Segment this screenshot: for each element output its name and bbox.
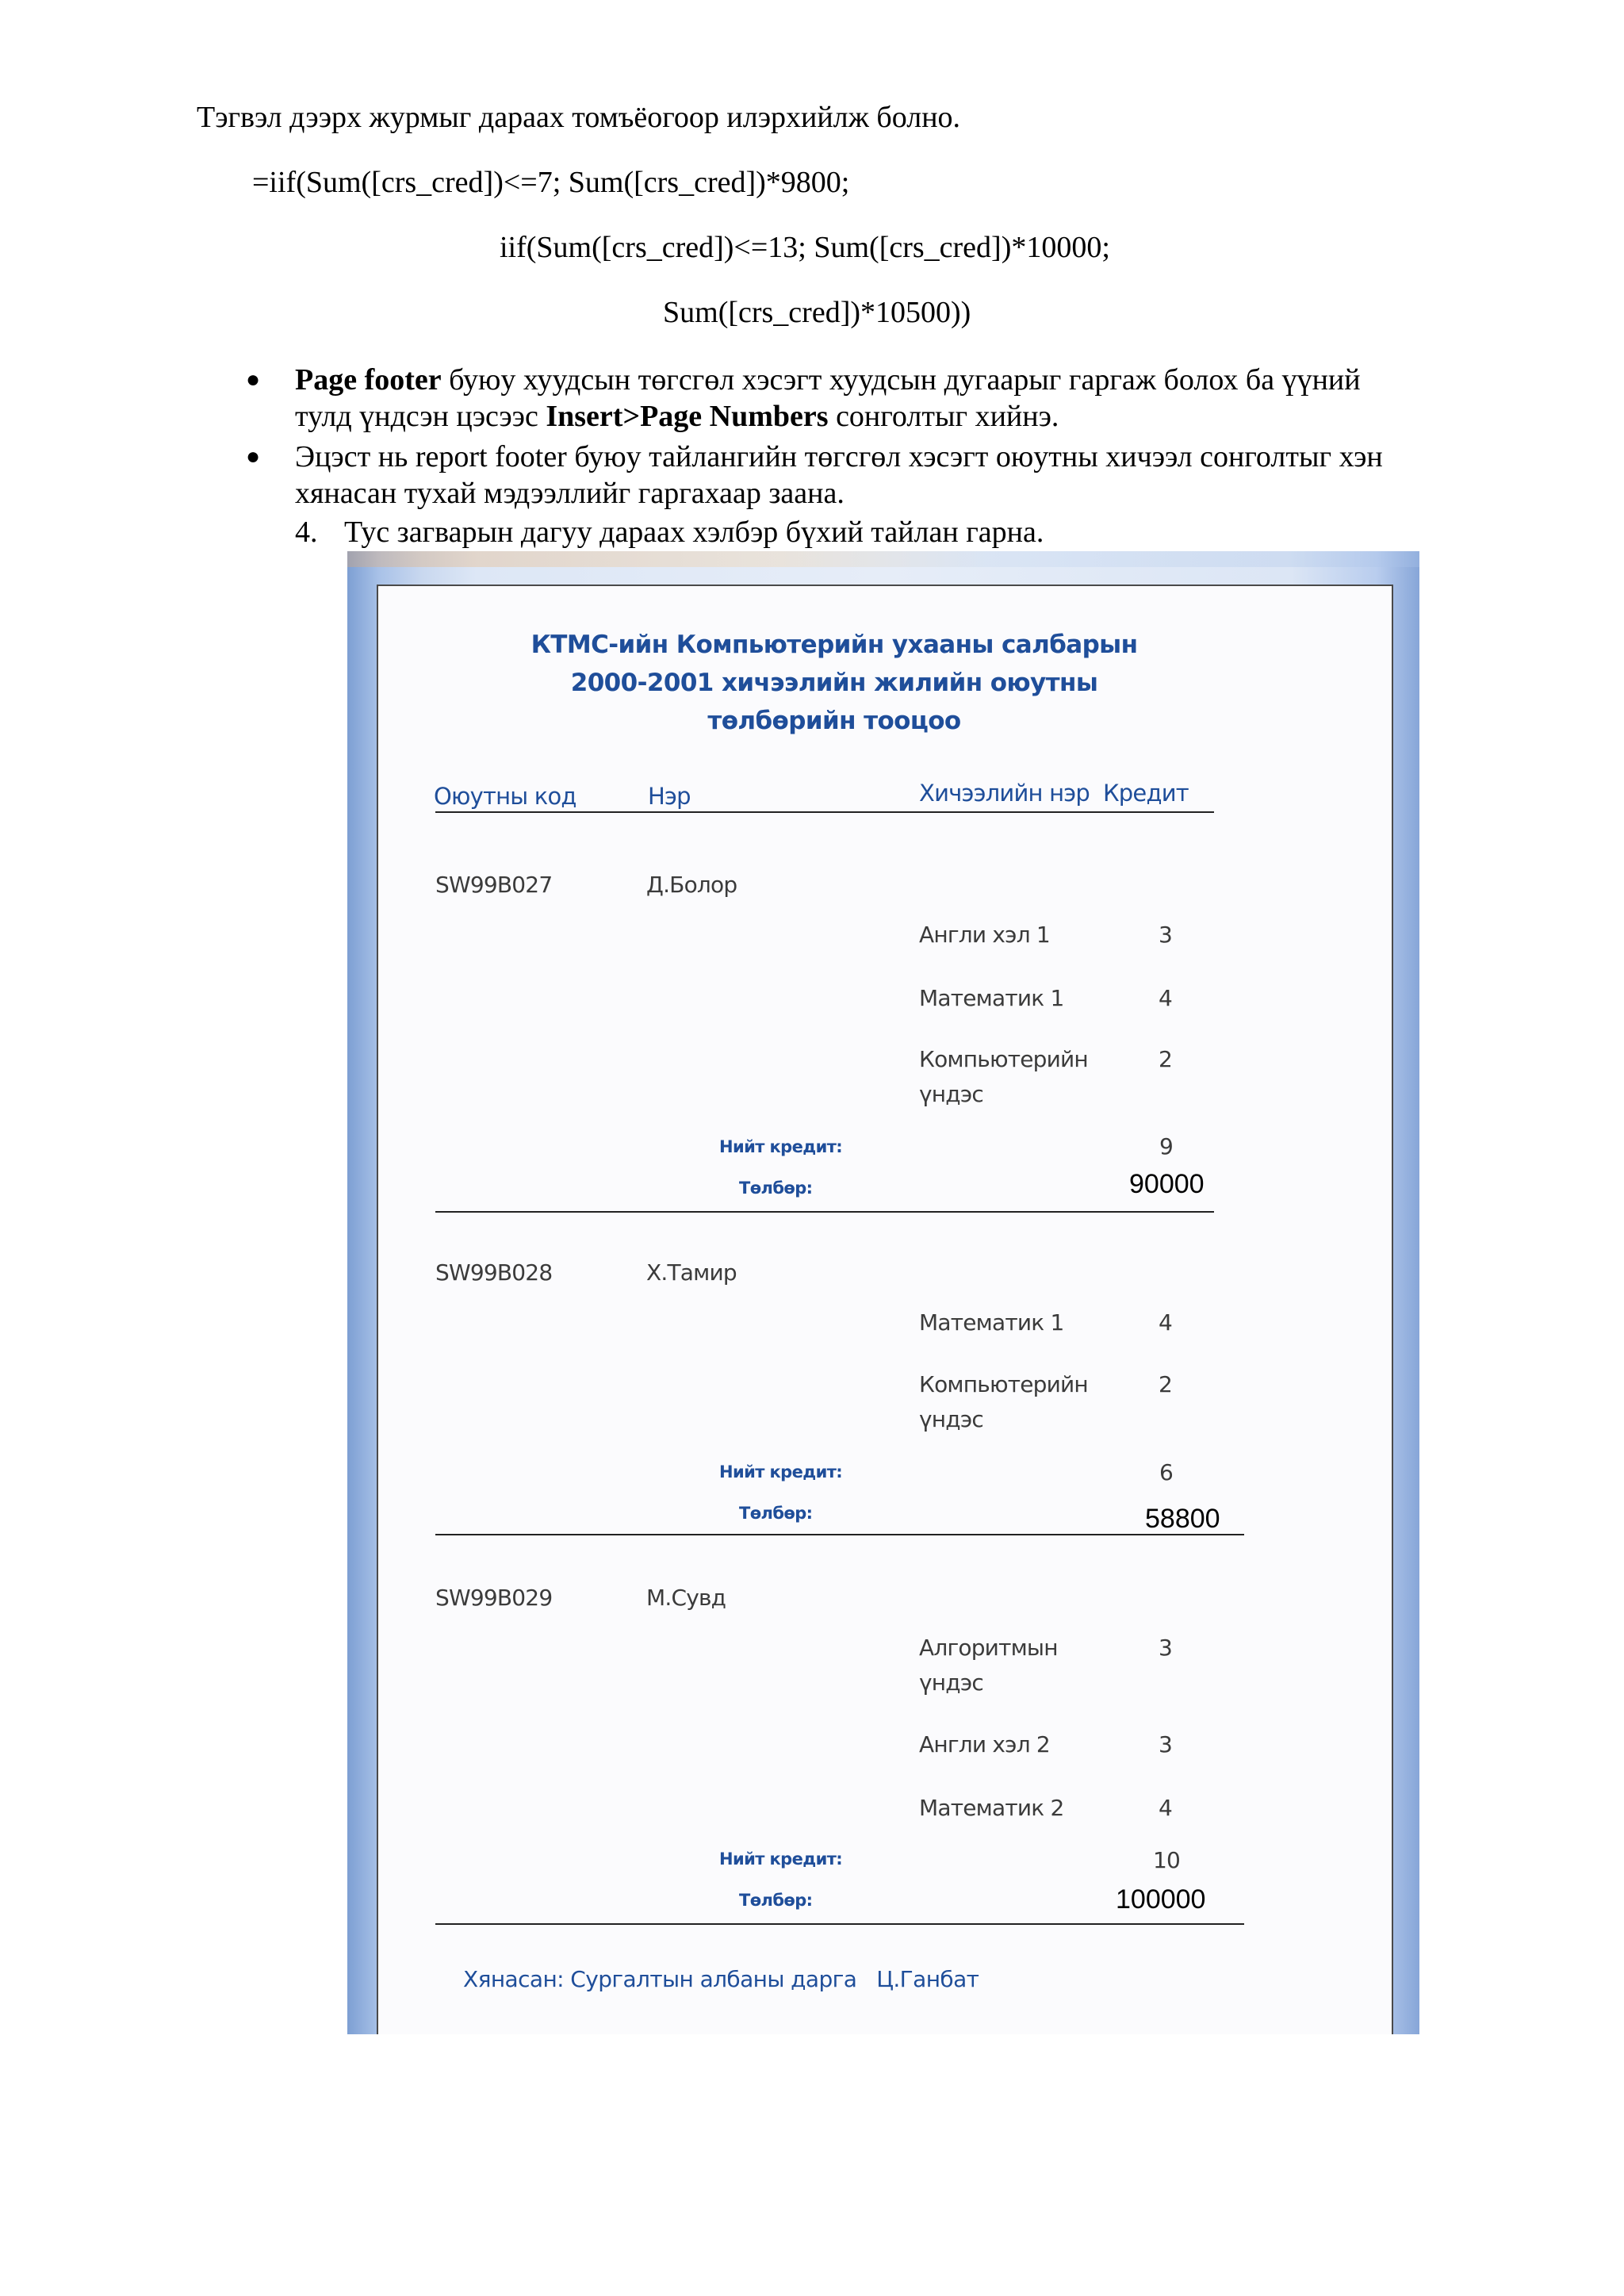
intro-text: Тэгвэл дээрх журмыг дараах томъёогоор илэрхийлж болно. xyxy=(197,101,961,134)
payment-label: Төлбөр: xyxy=(739,1504,813,1523)
total-credit-label: Нийт кредит: xyxy=(719,1462,843,1481)
bullet-2-line-1: Эцэст нь report footer буюу тайлангийн төгсгөл хэсэгт оюутны хичээл сонголтыг хэн xyxy=(295,440,1383,473)
header-name: Нэр xyxy=(648,783,691,810)
student-separator xyxy=(435,1534,1244,1535)
course-credit: 3 xyxy=(1159,1731,1173,1757)
formula-line-3: Sum([crs_cred])*10500)) xyxy=(663,296,971,329)
total-credit-value: 10 xyxy=(1153,1847,1181,1873)
bullet-1-text-3: сонголтыг хийнэ. xyxy=(828,400,1059,433)
bullet-dot-2: ● xyxy=(246,443,261,470)
total-credit-value: 9 xyxy=(1159,1133,1174,1159)
formula-line-1: =iif(Sum([crs_cred])<=7; Sum([crs_cred])*9800; xyxy=(252,166,850,199)
course-credit: 4 xyxy=(1159,1309,1173,1336)
course-name: Компьютерийн үндэс xyxy=(919,1371,1088,1432)
step-number: 4. xyxy=(295,516,318,549)
bullet-1-bold-term: Page footer xyxy=(295,363,442,397)
course-name: Компьютерийн үндэс xyxy=(919,1046,1088,1107)
course-name: Англи хэл 2 xyxy=(919,1731,1050,1757)
payment-value: 100000 xyxy=(1116,1884,1206,1915)
payment-value: 90000 xyxy=(1129,1169,1205,1199)
report-title: КТМС-ийн Компьютерийн ухааны салбарын 2000-2001 хичээлийн жилийн оюутны төлбөрийн тооцоо xyxy=(530,631,1138,735)
step-text: Тус загварын дагуу дараах хэлбэр бүхий тайлан гарна. xyxy=(344,516,1044,549)
student-separator xyxy=(435,1923,1244,1925)
course-credit: 4 xyxy=(1159,985,1173,1011)
course-credit: 2 xyxy=(1159,1371,1173,1397)
course-name: Англи хэл 1 xyxy=(919,922,1050,948)
formula-line-2: iif(Sum([crs_cred])<=13; Sum([crs_cred])*10000; xyxy=(500,231,1110,264)
report-page xyxy=(377,585,1393,2034)
payment-label: Төлбөр: xyxy=(739,1179,813,1198)
course-credit: 3 xyxy=(1159,922,1173,948)
bullet-1-line-1 xyxy=(295,362,1361,398)
course-name: Математик 1 xyxy=(919,1309,1064,1336)
course-credit: 2 xyxy=(1159,1046,1173,1072)
student-code: SW99B028 xyxy=(435,1259,553,1286)
total-credit-label: Нийт кредит: xyxy=(719,1849,843,1869)
student-name: Д.Болор xyxy=(646,872,737,898)
bullet-1-bold-menu: Insert>Page Numbers xyxy=(546,400,829,433)
student-code: SW99B027 xyxy=(435,872,553,898)
header-course: Хичээлийн нэр xyxy=(919,780,1090,807)
bullet-2-line-2: хянасан тухай мэдээллийг гаргахаар заана. xyxy=(295,477,845,510)
header-rule xyxy=(435,811,1214,813)
header-student-code: Оюутны код xyxy=(434,783,576,810)
payment-value: 58800 xyxy=(1145,1504,1220,1534)
course-credit: 3 xyxy=(1159,1635,1173,1661)
total-credit-value: 6 xyxy=(1159,1459,1174,1485)
total-credit-label: Нийт кредит: xyxy=(719,1137,843,1156)
bullet-dot-1: ● xyxy=(246,366,261,393)
bullet-1-text: буюу хуудсын төгсгөл хэсэгт хуудсын дугаарыг гаргаж болох ба үүний xyxy=(441,363,1361,397)
student-name: Х.Тамир xyxy=(646,1259,737,1286)
report-screenshot xyxy=(347,551,1419,2034)
payment-label: Төлбөр: xyxy=(739,1891,813,1910)
student-name: М.Сувд xyxy=(646,1585,726,1611)
course-credit: 4 xyxy=(1159,1795,1173,1821)
student-code: SW99B029 xyxy=(435,1585,553,1611)
bullet-1-text-2: тулд үндсэн цэсээс xyxy=(295,400,546,433)
header-credit: Кредит xyxy=(1103,780,1189,807)
student-separator xyxy=(435,1211,1214,1213)
course-name: Математик 2 xyxy=(919,1795,1064,1821)
course-name: Математик 1 xyxy=(919,985,1064,1011)
bullet-1-line-2 xyxy=(295,398,1059,435)
approved-by: Хянасан: Сургалтын албаны дарга Ц.Ганбат xyxy=(463,1966,979,1992)
course-name: Алгоритмын үндэс xyxy=(919,1635,1058,1696)
